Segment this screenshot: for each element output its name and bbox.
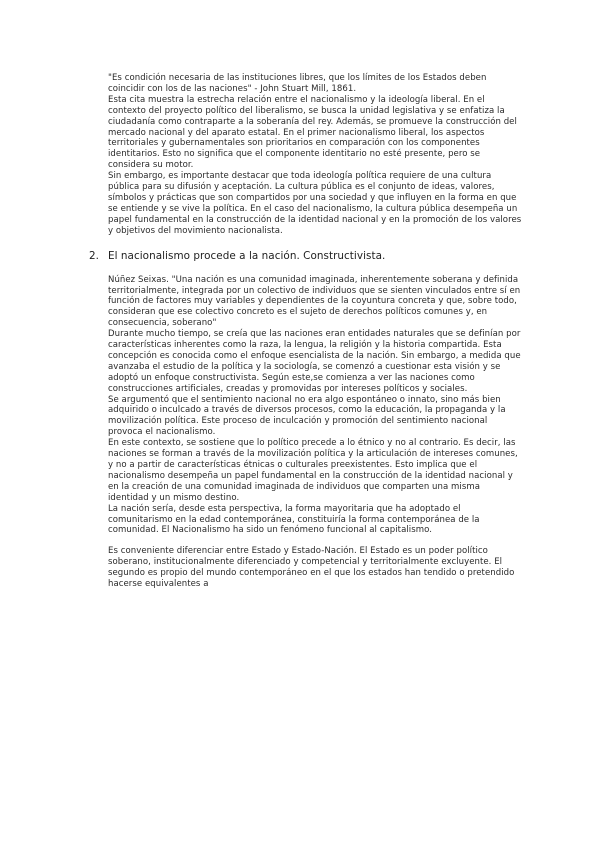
section-2-number: 2.	[89, 249, 100, 262]
document-body	[89, 73, 522, 590]
political-precedes-ethnic-paragraph: En este contexto, se sostiene que lo político precede a lo étnico y no al contrario. Es decir, las naciones se forman a través de la movilización política y la articulación de intereses comunes, y no a partir de características étnicas o culturales preexistentes. Esto implica que el nacionalismo desempeña un papel fundamental en la construcción de la identidad nacional y en la creación de una comunidad imaginada de individuos que comparten una misma identidad y un mismo destino.	[108, 438, 518, 503]
liberal-nationalism-paragraph: Esta cita muestra la estrecha relación entre el nacionalismo y la ideología liberal. En el contexto del proyecto político del liberalismo, se busca la unidad legislativa y se enfatiza la ciudadanía como contraparte a la soberanía del rey. Además, se promueve la construcción del mercado nacional y del aparato estatal. En el primer nacionalismo liberal, los aspectos territoriales y gubernamentales son prioritarios en comparación con los componentes identitarios. Esto no significa que el componente identitario no esté presente, pero se considera su motor.	[108, 94, 517, 171]
paragraph-spacer	[108, 536, 522, 546]
nation-as-community-paragraph: La nación sería, desde esta perspectiva, la forma mayoritaria que ha adoptado el comunitarismo en la edad contemporánea, constituiría la forma contemporánea de la comunidad. El Nacionalismo ha sido un fenómeno funcional al capitalismo.	[108, 503, 480, 536]
state-vs-nation-state-paragraph: Es conveniente diferenciar entre Estado y Estado-Nación. El Estado es un poder político soberano, institucionalmente diferenciado y competencial y territorialmente excluyente. El segundo es propio del mundo contemporáneo en el que los estados han tendido o pretendido hacerse equivalentes a	[108, 546, 515, 590]
section-2-title: El nacionalismo procede a la nación. Constructivista.	[108, 249, 386, 262]
national-sentiment-paragraph: Se argumentó que el sentimiento nacional no era algo espontáneo o innato, sino más bien adquirido o inculcado a través de diversos procesos, como la educación, la propaganda y la movilización política. Este proceso de inculcación y promoción del sentimiento nacional provoca el nacionalismo.	[108, 394, 506, 438]
public-culture-paragraph: Sin embargo, es importante destacar que toda ideología política requiere de una cultura pública para su difusión y aceptación. La cultura pública es el conjunto de ideas, valores, símbolos y prácticas que son compartidos por una sociedad y que influyen en la forma en que se entiende y se vive la política. En el caso del nacionalismo, la cultura pública desempeña un papel fundamental en la construcción de la identidad nacional y en la promoción de los valores y objetivos del movimiento nacionalista.	[108, 171, 522, 236]
nunez-seixas-quote-paragraph: Núñez Seixas. "Una nación es una comunidad imaginada, inherentemente soberana y definida territorialmente, integrada por un colectivo de individuos que se sienten vinculados entre sí en función de factores muy variables y dependientes de la coyuntura concreta y que, sobre todo, consideran que ese colectivo concreto es el sujeto de derechos políticos comunes y, en consecuencia, soberano"	[108, 274, 521, 329]
essentialist-approach-paragraph: Durante mucho tiempo, se creía que las naciones eran entidades naturales que se definían por características inherentes como la raza, la lengua, la religión y la historia compartida. Esta concepción es conocida como el enfoque esencialista de la nación. Sin embargo, a medida que avanzaba el estudio de la política y la sociología, se comenzó a cuestionar esta visión y se adoptó un enfoque constructivista. Según este,se comienza a ver las naciones como construcciones artificiales, creadas y promovidas por intereses políticos y sociales.	[108, 329, 521, 394]
mill-quote-paragraph: "Es condición necesaria de las instituciones libres, que los límites de los Estados deben coincidir con los de las naciones" - John Stuart Mill, 1861.	[108, 73, 487, 94]
section-2-heading	[89, 249, 522, 263]
